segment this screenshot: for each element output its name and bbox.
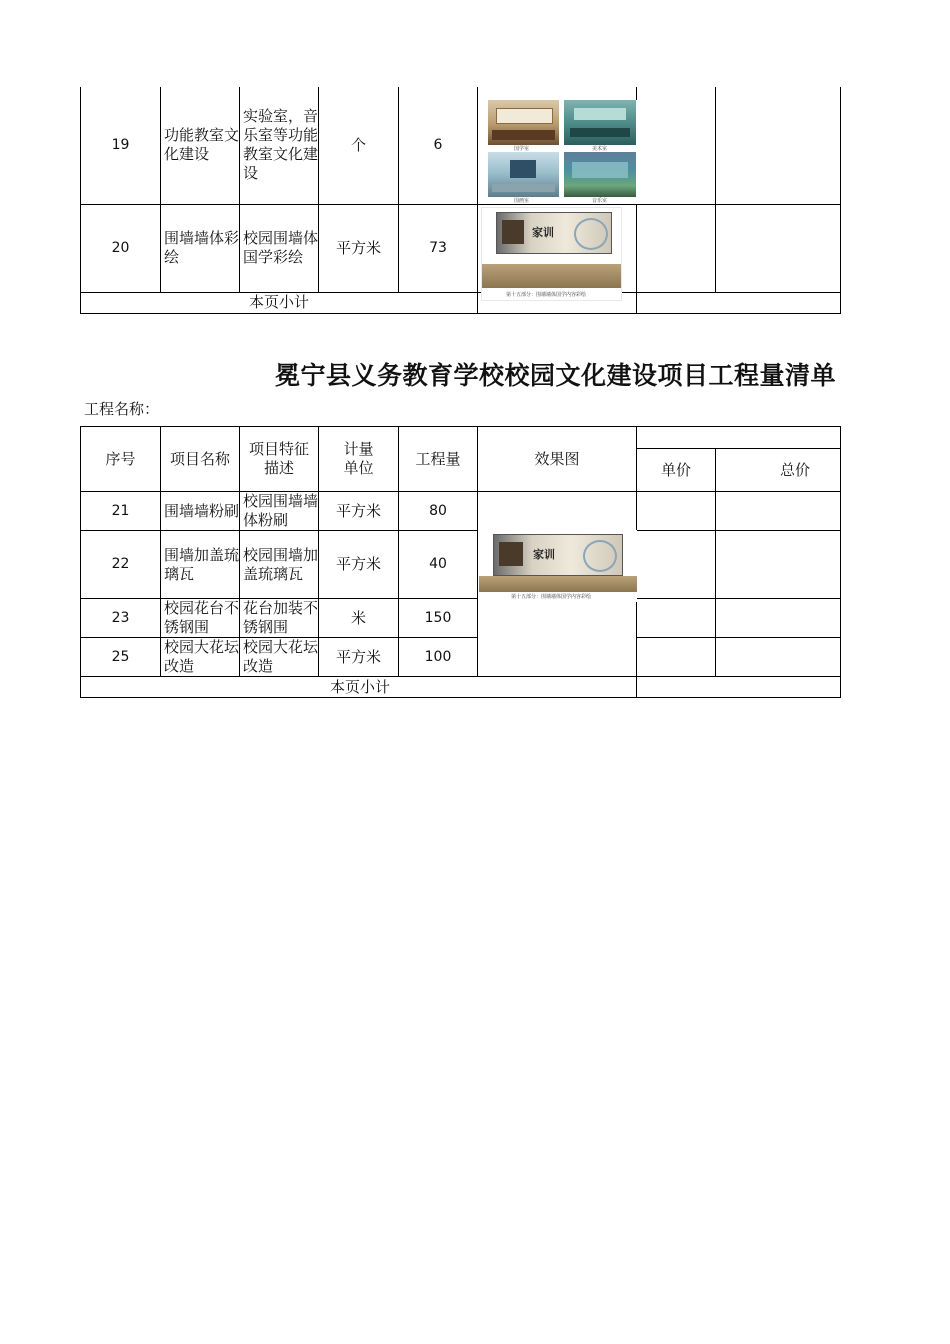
room-caption: 音乐室 [592, 198, 608, 204]
table-row [81, 599, 841, 638]
item-unit: 米 [319, 599, 399, 638]
table2-frame [80, 426, 811, 698]
item-quantity: 100 [399, 638, 478, 677]
item-name: 围墙墙体彩绘 [161, 204, 240, 292]
item-unit: 平方米 [319, 204, 399, 292]
total-price-cell [716, 599, 841, 638]
wall-painting-image [479, 530, 637, 602]
item-quantity: 150 [399, 599, 478, 638]
row-number: 25 [81, 638, 161, 677]
item-description: 校园大花坛改造 [240, 638, 319, 677]
wall-glyph: 家训 [532, 226, 554, 239]
table1-frame [80, 87, 796, 314]
subtotal-value-cell [637, 292, 841, 313]
item-name: 围墙墙粉刷 [161, 492, 240, 531]
header-unit: 计量单位 [319, 427, 399, 492]
room-photo [564, 152, 636, 197]
subtotal-label: 本页小计 [81, 677, 637, 698]
row-number: 19 [81, 87, 161, 204]
page-title: 冕宁县义务教育学校校园文化建设项目工程量清单 [275, 361, 837, 390]
item-description: 校园围墙墙体粉刷 [240, 492, 319, 531]
total-price-cell [716, 87, 841, 204]
subtotal-value-cell [637, 677, 841, 698]
total-price-cell [716, 638, 841, 677]
unit-price-cell [637, 492, 716, 531]
item-unit: 平方米 [319, 638, 399, 677]
item-quantity: 6 [399, 87, 478, 204]
item-quantity: 40 [399, 531, 478, 599]
header-row [81, 427, 841, 449]
header-unit-price: 单价 [637, 449, 716, 492]
table-row [81, 492, 841, 531]
item-name: 校园大花坛改造 [161, 638, 240, 677]
item-description: 花台加装不锈钢围 [240, 599, 319, 638]
wall-glyph: 家训 [533, 548, 555, 561]
total-price-cell [716, 492, 841, 531]
item-quantity: 80 [399, 492, 478, 531]
unit-price-cell [637, 638, 716, 677]
item-quantity: 73 [399, 204, 478, 292]
unit-price-cell [637, 599, 716, 638]
total-price-cell [716, 204, 841, 292]
item-description: 校园围墙体国学彩绘 [240, 204, 319, 292]
room-caption: 美术室 [592, 146, 608, 152]
header-qty: 工程量 [399, 427, 478, 492]
project-name-label: 工程名称： [84, 400, 160, 418]
unit-price-cell [637, 87, 716, 204]
classroom-collage-image [486, 100, 638, 204]
row-number: 23 [81, 599, 161, 638]
image-caption: 第十五部分：围墙墙体国学内容彩绘 [506, 292, 587, 298]
image-caption: 第十五部分：围墙墙体国学内容彩绘 [511, 594, 592, 600]
header-total: 总价 [716, 449, 841, 492]
header-amount-group [637, 427, 841, 449]
item-unit: 平方米 [319, 492, 399, 531]
item-name: 功能教室文化建设 [161, 87, 240, 204]
table-row [81, 531, 841, 599]
unit-price-cell [637, 531, 716, 599]
row-number: 20 [81, 204, 161, 292]
item-unit: 平方米 [319, 531, 399, 599]
room-photo [488, 100, 559, 145]
table1 [80, 87, 841, 314]
header-effect: 效果图 [478, 427, 637, 492]
unit-price-cell [637, 204, 716, 292]
row-number: 21 [81, 492, 161, 531]
wall-painting-image [481, 207, 622, 301]
subtotal-label: 本页小计 [81, 292, 478, 313]
subtotal-row [81, 677, 841, 698]
item-name: 围墙加盖琉璃瓦 [161, 531, 240, 599]
header-name: 项目名称 [161, 427, 240, 492]
header-no: 序号 [81, 427, 161, 492]
total-price-cell [716, 531, 841, 599]
table-row [81, 87, 841, 204]
table-row [81, 638, 841, 677]
item-description: 实验室，音乐室等功能教室文化建设 [240, 87, 319, 204]
room-photo [564, 100, 636, 145]
item-description: 校园围墙加盖琉璃瓦 [240, 531, 319, 599]
header-desc: 项目特征描述 [240, 427, 319, 492]
row-number: 22 [81, 531, 161, 599]
room-photo [488, 152, 559, 197]
room-caption: 国画室 [514, 198, 530, 204]
item-name: 校园花台不锈钢围 [161, 599, 240, 638]
subtotal-row [81, 292, 841, 313]
table2 [80, 426, 841, 698]
room-caption: 国学室 [514, 146, 530, 152]
item-unit: 个 [319, 87, 399, 204]
table-row [81, 204, 841, 292]
